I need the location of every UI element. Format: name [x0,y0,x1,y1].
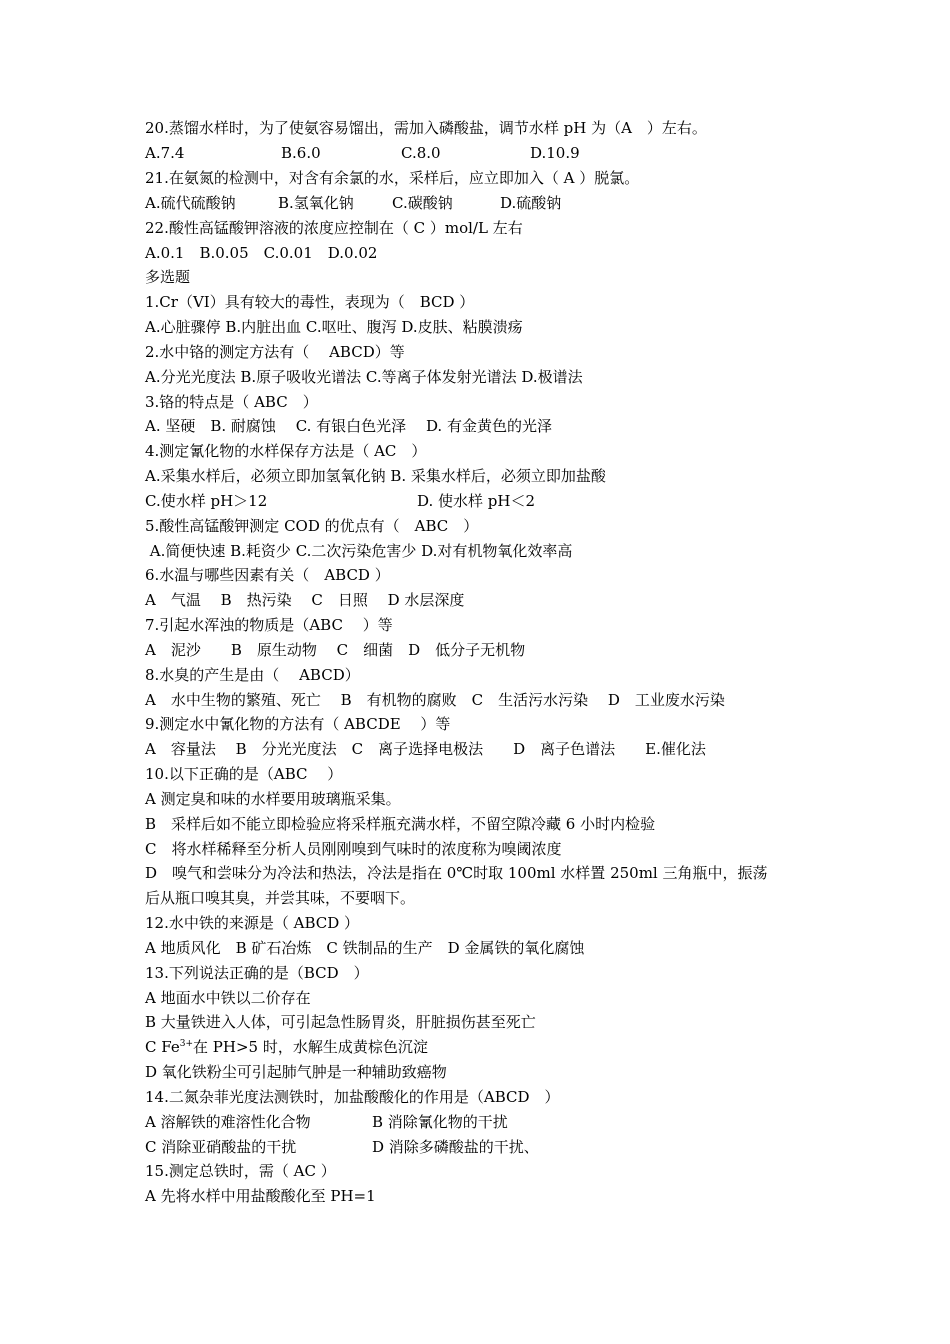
mc-question-13: 13.下列说法正确的是（BCD ） [145,964,369,982]
mc-question-4-options-ab: A.采集水样后，必须立即加氢氧化钠 B. 采集水样后，必须立即加盐酸 [145,467,606,485]
question-22-options: A.0.1 B.0.05 C.0.01 D.0.02 [145,244,378,262]
mc-question-10-option-d-cont: 后从瓶口嗅其臭，并尝其味，不要咽下。 [145,889,416,907]
mc-question-7-options: A 泥沙 B 原生动物 C 细菌 D 低分子无机物 [145,641,526,659]
mc-question-2: 2.水中铬的测定方法有（ ABCD）等 [145,343,405,361]
mc-question-15: 15.测定总铁时，需（ AC ） [145,1162,336,1180]
question-20: 20.蒸馏水样时，为了使氨容易馏出，需加入磷酸盐，调节水样 pH 为（A ）左右。 [145,119,707,137]
mc-question-1: 1.Cr（VI）具有较大的毒性，表现为（ BCD ） [145,293,475,311]
mc-question-9-options: A 容量法 B 分光光度法 C 离子选择电极法 D 离子色谱法 E.催化法 [145,740,706,758]
mc-question-7: 7.引起水浑浊的物质是（ABC ）等 [145,616,393,634]
question-22: 22.酸性高锰酸钾溶液的浓度应控制在（ C ）mol/L 左右 [145,219,523,237]
mc-question-3: 3.铬的特点是（ ABC ） [145,393,318,411]
mc-question-8-options: A 水中生物的繁殖、死亡 B 有机物的腐败 C 生活污水污染 D 工业废水污染 [145,691,725,709]
question-21: 21.在氨氮的检测中，对含有余氯的水，采样后，应立即加入（ A ）脱氯。 [145,169,640,187]
mc-question-8: 8.水臭的产生是由（ ABCD） [145,666,360,684]
section-heading-multiple-choice: 多选题 [145,268,191,286]
mc-question-14-options-ab: A 溶解铁的难溶性化合物 B 消除氰化物的干扰 [145,1113,508,1131]
mc-question-12-options: A 地质风化 B 矿石冶炼 C 铁制品的生产 D 金属铁的氧化腐蚀 [145,939,585,957]
mc-question-5: 5.酸性高锰酸钾测定 COD 的优点有（ ABC ） [145,517,479,535]
mc-question-14: 14.二氮杂菲光度法测铁时，加盐酸酸化的作用是（ABCD ） [145,1088,560,1106]
mc-question-6: 6.水温与哪些因素有关（ ABCD ） [145,566,390,584]
mc-question-10: 10.以下正确的是（ABC ） [145,765,343,783]
mc-question-13-option-c: C $Fe^{3+}$在 PH>5 时，水解生成黄棕色沉淀 [145,1038,428,1056]
question-20-options: A.7.4 B.6.0 C.8.0 D.10.9 [145,144,580,162]
mc-question-12: 12.水中铁的来源是（ ABCD ） [145,914,360,932]
mc-question-15-option-a: A 先将水样中用盐酸酸化至 PH=1 [145,1187,376,1205]
mc-question-4: 4.测定氰化物的水样保存方法是（ AC ） [145,442,427,460]
mc-question-4-options-cd: C.使水样 pH＞12 D. 使水样 pH＜2 [145,492,536,510]
mc-question-2-options: A.分光光度法 B.原子吸收光谱法 C.等离子体发射光谱法 D.极谱法 [145,368,583,386]
mc-question-10-option-b: B 采样后如不能立即检验应将采样瓶充满水样，不留空隙冷藏 6 小时内检验 [145,815,656,833]
mc-question-5-options: A.简便快速 B.耗资少 C.二次污染危害少 D.对有机物氧化效率高 [145,542,573,560]
mc-question-3-options: A. 坚硬 B. 耐腐蚀 C. 有银白色光泽 D. 有金黄色的光泽 [145,417,552,435]
mc-question-9: 9.测定水中氰化物的方法有（ ABCDE ）等 [145,715,451,733]
mc-question-6-options: A 气温 B 热污染 C 日照 D 水层深度 [145,591,465,609]
mc-question-13-option-a: A 地面水中铁以二价存在 [145,989,311,1007]
mc-question-1-options: A.心脏骤停 B.内脏出血 C.呕吐、腹泻 D.皮肤、粘膜溃疡 [145,318,523,336]
mc-question-10-option-a: A 测定臭和味的水样要用玻璃瓶采集。 [145,790,401,808]
mc-question-13-option-d: D 氧化铁粉尘可引起肺气肿是一种辅助致癌物 [145,1063,447,1081]
mc-question-13-option-b: B 大量铁进入人体，可引起急性肠胃炎，肝脏损伤甚至死亡 [145,1013,536,1031]
mc-question-10-option-d: D 嗅气和尝味分为冷法和热法，冷法是指在 0℃时取 100ml 水样置 250ml 三角瓶中，振荡 [145,864,768,882]
question-21-options: A.硫代硫酸钠 B.氢氧化钠 C.碳酸钠 D.硫酸钠 [145,194,562,212]
mc-question-14-options-cd: C 消除亚硝酸盐的干扰 D 消除多磷酸盐的干扰、 [145,1138,539,1156]
mc-question-10-option-c: C 将水样稀释至分析人员刚刚嗅到气味时的浓度称为嗅阈浓度 [145,840,562,858]
